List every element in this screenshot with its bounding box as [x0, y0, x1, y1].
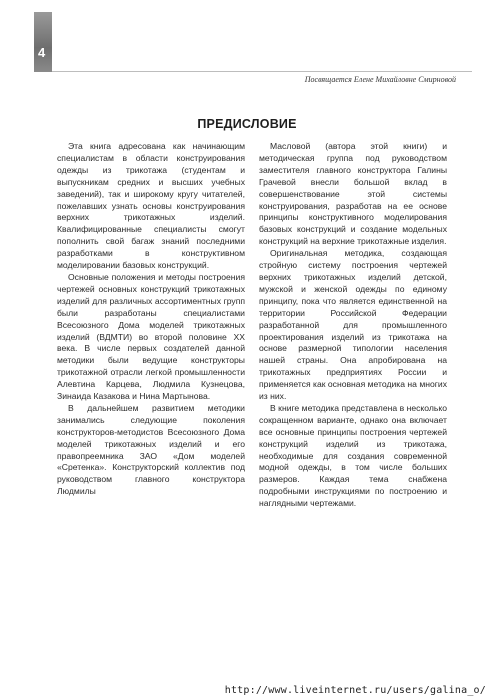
paragraph: Эта книга адресована как начинающим специалистам в области конструирования одежды из трикотажа (студентам и выпускникам средних и высших учебных заведений), так и широкому кругу читателей, пожелавших узнать основы конструирования верхних трикотажных изделий. Квалифицированные специалисты смогут пополнить свой багаж знаний последними разработками в конструктивном моделировании базовых конструкций.	[57, 141, 245, 271]
paragraph: В дальнейшем развитием методики занимались следующие поколения конструкторов-методистов Всесоюзного Дома моделей трикотажных изделий и его правопреемника ЗАО «Дом моделей «Сретенка». Конструкторский коллектив под руководством главного конструктора Людмилы	[57, 402, 245, 497]
dedication-line: Посвящается Елене Михайловне Смирновой	[304, 75, 456, 84]
paragraph: Основные положения и методы построения чертежей основных конструкций трикотажных изделий для различных ассортиментных групп были разработаны специалистами Всесоюзного Дома моделей трикотажных изделий (ВДМТИ) во второй половине XX века. В числе первых создателей данной методики были ведущие конструкторы трикотажной отрасли легкой промышленности Алевтина Карцева, Людмила Кузнецова, Зинаида Казакова и Нина Мартынова.	[57, 271, 245, 402]
left-column	[57, 141, 245, 498]
header-rule	[52, 71, 472, 72]
paragraph: Масловой (автора этой книги) и методическая группа под руководством заместителя главного конструктора Галины Грачевой внесли большой вклад в совершенствование этой системы конструирования, разработав на ее основе принципы конструктивного моделирования базовых конструкций и создание модельных конструкций на верхние трикотажные изделия.	[259, 141, 447, 247]
page-number: 4	[38, 45, 46, 60]
right-column	[259, 141, 447, 510]
paragraph: Оригинальная методика, создающая стройную систему построения чертежей верхних трикотажных изделий детской, мужской и женской одежды по единому принципу, пока что является единственной на территории Российской Федерации разработанной для промышленного проектирования изделий из трикотажа на основе размерной типологии населения нашей страны. Она апробирована на трикотажных предприятиях России и применяется как основная методика на многих из них.	[259, 248, 447, 402]
footer-url: http://www.liveinternet.ru/users/galina_o/	[224, 685, 486, 696]
paragraph: В книге методика представлена в несколько сокращенном варианте, однако она включает все основные принципы построения чертежей конструкций изделий из трикотажа, необходимые для создания современной модной одежды, в том числе больших размеров. Каждая тема снабжена подробными инструкциями по построению и наглядными чертежами.	[259, 402, 447, 509]
page-number-tab	[34, 12, 52, 72]
page-title: ПРЕДИСЛОВИЕ	[197, 117, 297, 131]
